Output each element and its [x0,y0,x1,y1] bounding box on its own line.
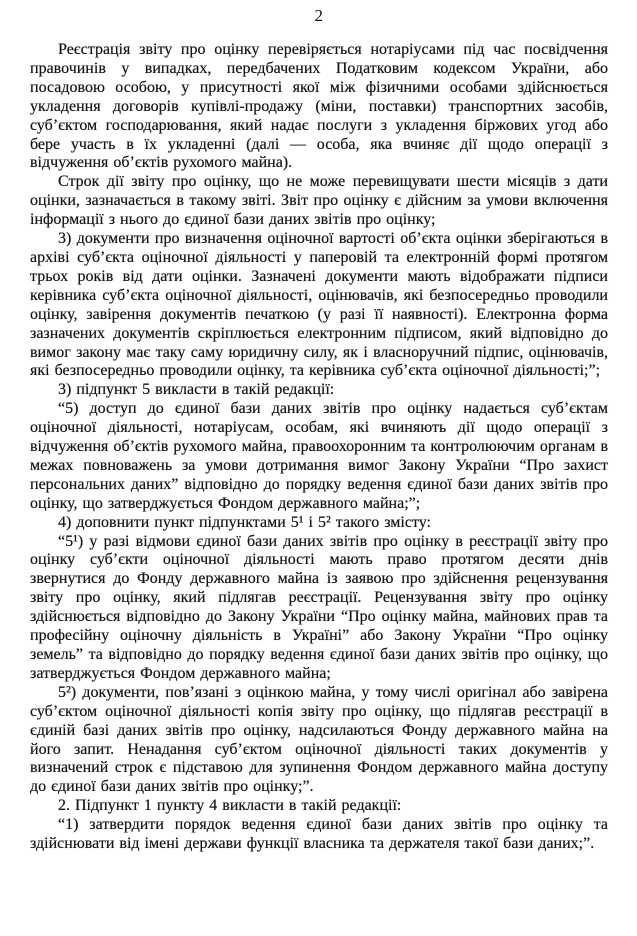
paragraph-item-3-documents-storage: 3) документи про визначення оціночної вартості об’єкта оцінки зберігаються в архіві суб’єкта оціночної діяльності у паперовій та електронній формі протягом трьох років від дати оцінки. Зазначені документи мають відображати підписи керівника суб’єкта оціночної діяльності, оцінювачів, які безпосередньо проводили оцінку, завірення документів печаткою (у разі її наявності). Електронна форма зазначених документів скріплюється електронним підписом, який відповідно до вимог закону має таку саму юридичну силу, як і власноручний підпис, оцінювачів, які безпосередньо проводили оцінку, та керівника суб’єкта оціночної діяльності;”; [30,230,608,380]
paragraph-report-validity-term: Строк дії звіту про оцінку, що не може перевищувати шести місяців з дати оцінки, зазначається в такому звіті. Звіт про оцінку є дійсним за умови включення інформації з нього до єдиної бази даних звітів про оцінку; [30,173,608,229]
paragraph-subitem-5-2-documents-request: 5²) документи, пов’язані з оцінкою майна, у тому числі оригінал або завірена суб’єктом оціночної діяльності копія звіту про оцінку, що підлягав реєстрації в єдиній базі даних звітів про оцінку, надсилаються Фонду державного майна на його запит. Ненадання суб’єктом оціночної діяльності таких документів у визначений строк є підставою для зупинення Фондом державного майна доступу до єдиної бази даних звітів про оцінку;”. [30,683,608,796]
paragraph-subitem-5-access: “5) доступ до єдиної бази даних звітів про оцінку надається суб’єктам оціночної діяльності, нотаріусам, особам, які вчиняють дії щодо операції з відчуження об’єктів рухомого майна, правоохоронним та контролюючим органам в межах повноважень за умови дотримання вимог Закону України “Про захист персональних даних” відповідно до порядку ведення єдиної бази даних звітів про оцінку, що затверджується Фондом державного майна;”; [30,400,608,512]
document-body [30,41,608,854]
page-number: 2 [314,6,324,25]
paragraph-item-3-subitem-5-heading: 3) підпункт 5 викласти в такій редакції: [58,381,335,399]
paragraph-point-2-heading: 2. Підпункт 1 пункту 4 викласти в такій редакції: [58,797,402,815]
paragraph-subitem-5-1-refusal: “5¹) у разі відмови єдиної бази даних звітів про оцінку в реєстрації звіту про оцінку суб’єкти оціночної діяльності мають право протягом десяти днів звернутися до Фонду державного майна із заявою про здійснення рецензування звіту про оцінку, який підлягав реєстрації. Рецензування звіту про оцінку здійснюється відповідно до Закону України “Про оцінку майна, майнових прав та професійну оціночну діяльність в Україні” або Закону України “Про оцінку земель” та відповідно до порядку ведення єдиної бази даних звітів про оцінку, що затверджується Фондом державного майна; [30,532,608,682]
paragraph-subitem-1-approve-order: “1) затвердити порядок ведення єдиної бази даних звітів про оцінку та здійснювати від імені держави функції власника та держателя такої бази даних;”. [30,816,608,853]
paragraph-item-4-add-subitems-heading: 4) доповнити пункт підпунктами 5¹ і 5² такого змісту: [58,513,431,531]
paragraph-registration-of-report: Реєстрація звіту про оцінку перевіряється нотаріусами під час посвідчення правочинів у випадках, передбачених Податковим кодексом України, або посадовою особою, у присутності якої між фізичними особами здійснюється укладення договорів купівлі-продажу (міни, поставки) транспортних засобів, суб’єктом господарювання, який надає послуги з укладення біржових угод або бере участь в їх укладенні (далі — особа, яка вчиняє дії щодо операції з відчуження об’єктів рухомого майна). [30,41,608,172]
